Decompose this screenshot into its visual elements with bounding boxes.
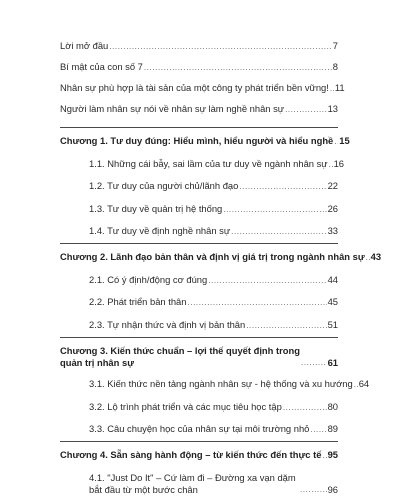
chapter-title: Chương 2. Lãnh đạo bản thân và định vị giá trị trong ngành nhân sự: [60, 251, 365, 262]
toc-entry: [60, 103, 338, 116]
dot-leader: [301, 357, 327, 369]
section-entry: [60, 378, 370, 391]
entry-page: 11: [334, 82, 345, 93]
dot-leader: [109, 41, 332, 53]
toc-entry: [60, 61, 338, 74]
chapter-heading: [60, 449, 338, 462]
section-entry: [60, 423, 338, 436]
table-of-contents: [60, 40, 382, 501]
chapter-1-block: [60, 127, 350, 243]
section-title: 1.3. Tư duy về quản trị hệ thống: [89, 202, 223, 214]
dot-leader: [231, 226, 326, 238]
dot-leader: [322, 450, 326, 462]
dot-leader: [208, 275, 326, 287]
dot-leader: [334, 136, 338, 148]
section-entry: [60, 157, 345, 171]
section-page: 96: [327, 483, 338, 495]
chapter-page: 61: [327, 356, 338, 368]
section-page: 64: [358, 378, 370, 389]
chapter-title: Chương 1. Tư duy đúng: Hiểu mình, hiểu người và hiểu nghề: [60, 135, 334, 146]
chapter-2-block: [60, 243, 382, 337]
section-title: 3.2. Lộ trình phát triển và các mục tiêu học tập: [89, 400, 282, 412]
dot-leader: [223, 204, 326, 216]
dot-leader: [187, 297, 326, 309]
section-title: 4.1. "Just Do It" – Cứ làm đi – Đường xa vạn dặm bắt đầu từ một bước chân: [89, 471, 296, 495]
chapter-heading: [60, 135, 350, 148]
front-matter: [60, 40, 345, 116]
section-entry: [60, 274, 338, 287]
dot-leader: [283, 402, 327, 414]
section-page: 16: [333, 157, 345, 169]
dot-leader: [300, 484, 327, 496]
dot-leader: [144, 62, 332, 74]
section-title: 1.4. Tư duy về định nghề nhân sự: [89, 225, 231, 236]
entry-page: 8: [332, 61, 338, 72]
section-title: 2.2. Phát triển bản thân: [89, 296, 187, 307]
section-page: 22: [327, 180, 338, 191]
section-entry: [60, 472, 338, 496]
chapter-page: 15: [339, 135, 350, 146]
section-title: 3.1. Kiến thức nền tảng ngành nhân sự - hệ thống và xu hướng: [89, 378, 353, 389]
section-title: 1.2. Tư duy của người chủ/lãnh đạo: [89, 180, 239, 191]
entry-title: Bí mật của con số 7: [60, 61, 143, 72]
section-page: 51: [327, 318, 338, 330]
entry-page: 7: [332, 40, 338, 51]
entry-page: 13: [327, 103, 338, 114]
chapter-heading: [60, 345, 338, 369]
chapter-title: Chương 3. Kiến thức chuẩn – lợi thế quyết định trong quản trị nhân sự: [60, 344, 300, 368]
dot-leader: [246, 320, 326, 332]
section-page: 45: [327, 296, 338, 307]
toc-entry: [60, 40, 338, 53]
section-entry: [60, 401, 338, 414]
chapter-3-block: [60, 337, 370, 442]
section-title: 2.1. Có ý định/động cơ đúng: [89, 273, 208, 285]
chapter-page: 95: [327, 449, 338, 460]
section-page: 80: [327, 400, 338, 412]
section-entry: [60, 203, 338, 216]
section-page: 33: [327, 225, 338, 236]
chapter-4-block: [60, 441, 338, 501]
chapter-heading: [60, 251, 382, 264]
section-entry: [60, 319, 338, 332]
section-entry: [60, 225, 338, 238]
chapter-title: Chương 4. Sẵn sàng hành động – từ kiến thức đến thực tế: [60, 449, 322, 460]
section-title: 1.1. Những cái bẫy, sai lầm của tư duy về ngành nhân sự: [89, 157, 328, 169]
dot-leader: [330, 83, 334, 95]
entry-title: Lời mở đầu: [60, 40, 109, 51]
toc-entry: [60, 82, 345, 95]
section-title: 2.3. Tự nhận thức và định vị bản thân: [89, 318, 246, 330]
dot-leader: [366, 252, 370, 264]
section-page: 89: [327, 423, 338, 434]
entry-title: Người làm nhân sự nói về nhân sự làm nghề nhân sự: [60, 103, 285, 114]
entry-title: Nhân sự phù hợp là tài sản của một công ty phát triển bền vững!: [60, 82, 329, 93]
dot-leader: [329, 159, 333, 171]
section-entry: [60, 180, 338, 193]
section-entry: [60, 296, 338, 309]
section-page: 44: [327, 273, 338, 285]
section-title: 3.3. Câu chuyện học của nhân sự tại môi trường nhỏ: [89, 423, 310, 434]
dot-leader: [285, 104, 326, 116]
dot-leader: [239, 181, 326, 193]
section-page: 26: [327, 202, 338, 214]
chapter-page: 43: [370, 251, 382, 262]
dot-leader: [310, 424, 326, 436]
dot-leader: [354, 379, 358, 391]
